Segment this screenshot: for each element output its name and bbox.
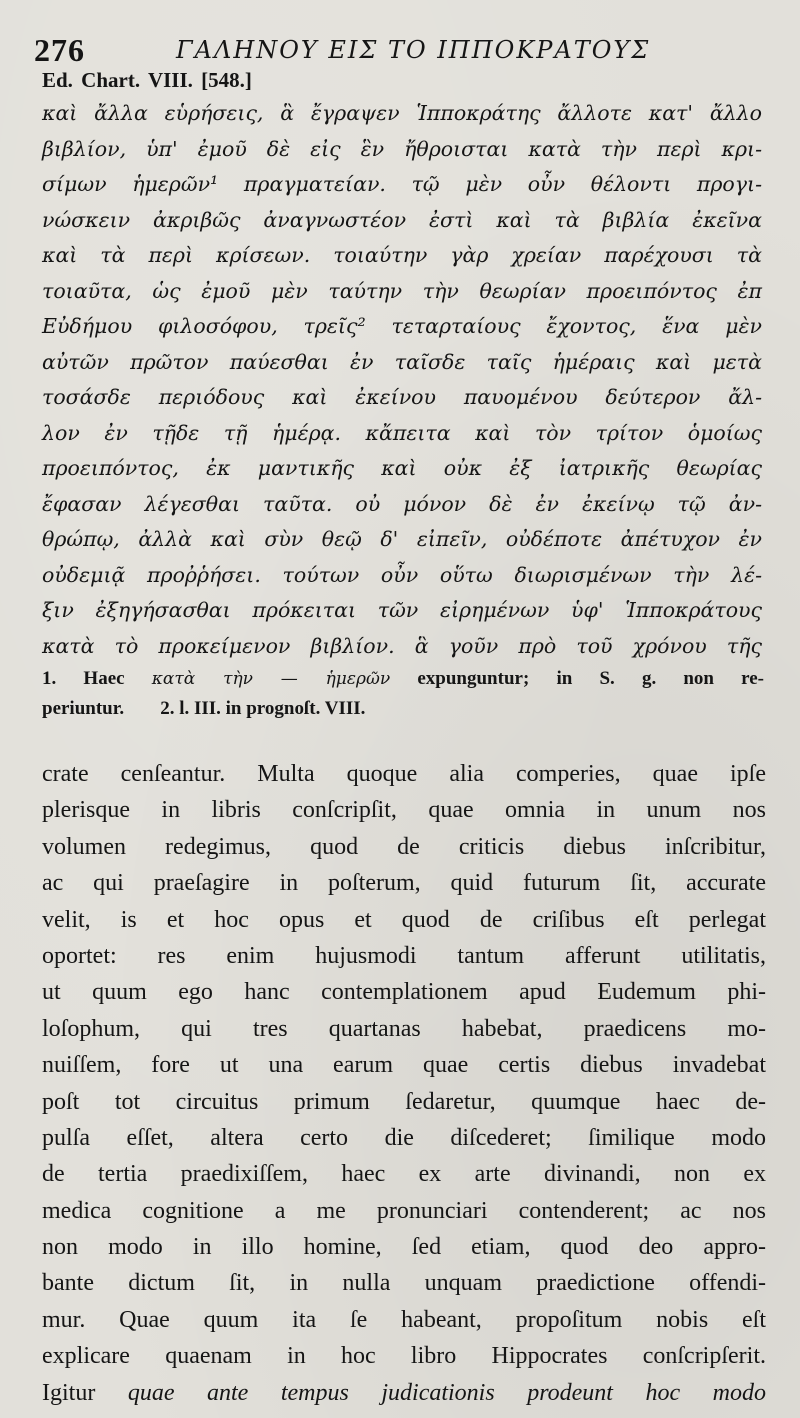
greek-line: βιβλίον, ὑπ' ἐμοῦ δὲ εἰς ἓν ἤθροισται κατὰ τὴν περὶ κρι- [42,136,762,161]
latin-line: oportet: res enim hujusmodi tantum afferunt utilitatis, [42,942,766,969]
latin-last-italic: quae ante tempus judicationis prodeunt hoc modo [127,1379,766,1406]
latin-line: plerisque in libris conſcripſit, quae omnia in unum nos [42,797,766,824]
latin-line: medica cognitione a me pronunciari contenderent; ac nos [42,1197,766,1224]
latin-line: explicare quaenam in hoc libro Hippocrates conſcripſerit. [42,1343,766,1370]
latin-line: mur. Quae quum ita ſe habeant, propoſitum nobis eſt [42,1306,766,1333]
latin-line: ac qui praeſagire in poſterum, quid futurum ſit, accurate [42,870,766,897]
footnote-1-continuation: periuntur. [42,698,125,719]
greek-line: κατὰ τὸ προκείμενον βιβλίον. ἃ γοῦν πρὸ τοῦ χρόνου τῆς [42,633,762,658]
greek-line: νώσκειν ἀκριβῶς ἀναγνωστέον ἐστὶ καὶ τὰ βιβλία ἐκεῖνα [42,207,762,232]
footnotes [42,664,764,724]
greek-line: ἔφασαν λέγεσθαι ταῦτα. οὐ μόνον δὲ ἐν ἐκείνῳ τῷ ἀν- [42,491,762,516]
page-header [34,28,774,68]
greek-text-block [42,96,762,664]
latin-line: volumen redegimus, quod de criticis diebus inſcribitur, [42,833,766,860]
greek-line: οὐδεμιᾷ προῤῥήσει. τούτων οὖν οὕτω διωρισμένων τὴν λέ- [42,562,762,587]
latin-line-last [42,1375,766,1411]
latin-text-block [42,756,766,1411]
latin-line: nuiſſem, fore ut una earum quae certis diebus invadebat [42,1052,766,1079]
latin-line: poſt tot circuitus primum ſedaretur, quumque haec de- [42,1088,766,1115]
greek-line: αὐτῶν πρῶτον παύεσθαι ἐν ταῖσδε ταῖς ἡμέραις καὶ μετὰ [42,349,762,374]
greek-line: ξιν ἐξηγήσασθαι πρόκειται τῶν εἰρημένων ὑφ' Ἱπποκράτους [42,598,762,622]
footnote-1-end: expunguntur; in S. g. non re- [417,668,765,689]
greek-line: καὶ τὰ περὶ κρίσεων. τοιαύτην γὰρ χρείαν παρέχουσι τὰ [42,243,762,267]
footnote-2 [42,694,764,724]
latin-line: velit, is et hoc opus et quod de criſibus eſt perlegat [42,906,766,933]
latin-line: crate cenſeantur. Multa quoque alia comperies, quae ipſe [42,761,766,787]
page-number: 276 [34,32,85,68]
footnote-1-start: 1. Haec [42,668,125,689]
footnote-1-greek: κατὰ τὴν — ἡμερῶν [151,669,391,689]
greek-line: λον ἐν τῇδε τῇ ἡμέρᾳ. κἄπειτα καὶ τὸν τρίτον ὁμοίως [42,420,762,445]
greek-line: Εὐδήμου φιλοσόφου, τρεῖς² τεταρταίους ἔχοντος, ἕνα μὲν [42,314,762,338]
latin-line: bante dictum ſit, in nulla unquam praedictione offendi- [42,1270,766,1297]
greek-line: προειπόντος, ἐκ μαντικῆς καὶ οὐκ ἐξ ἰατρικῆς θεωρίας [42,456,762,480]
greek-line: σίμων ἡμερῶν¹ πραγματείαν. τῷ μὲν οὖν θέλοντι προγι- [42,172,762,196]
edition-reference: Ed. Chart. VIII. [548.] [42,68,252,92]
latin-last-roman: Igitur [42,1379,96,1406]
footnote-2-text: 2. l. III. in prognoſt. VIII. [160,698,366,719]
greek-line: καὶ ἄλλα εὑρήσεις, ἃ ἔγραψεν Ἱπποκράτης ἄλλοτε κατ' ἄλλο [42,101,762,125]
footnote-1 [42,664,764,694]
latin-line: pulſa eſſet, altera certo die diſcederet; ſimilique modo [42,1124,766,1151]
latin-line: loſophum, qui tres quartanas habebat, praedicens mo- [42,1015,766,1042]
latin-line: non modo in illo homine, ſed etiam, quod deo appro- [42,1234,766,1261]
latin-line: de tertia praedixiſſem, haec ex arte divinandi, non ex [42,1161,766,1188]
greek-line: τοσάσδε περιόδους καὶ ἐκείνου παυομένου δεύτερον ἄλ- [42,385,762,409]
greek-line: θρώπῳ, ἀλλὰ καὶ σὺν θεῷ δ' εἰπεῖν, οὐδέποτε ἀπέτυχον ἐν [42,527,762,551]
greek-line: τοιαῦτα, ὡς ἐμοῦ μὲν ταύτην τὴν θεωρίαν προειπόντος ἐπ [42,278,762,303]
running-title: ΓΑΛΗΝΟΥ ΕΙΣ ΤΟ ΙΠΠΟΚΡΑΤΟΥΣ [176,36,651,64]
latin-line: ut quum ego hanc contemplationem apud Eudemum phi- [42,979,766,1006]
